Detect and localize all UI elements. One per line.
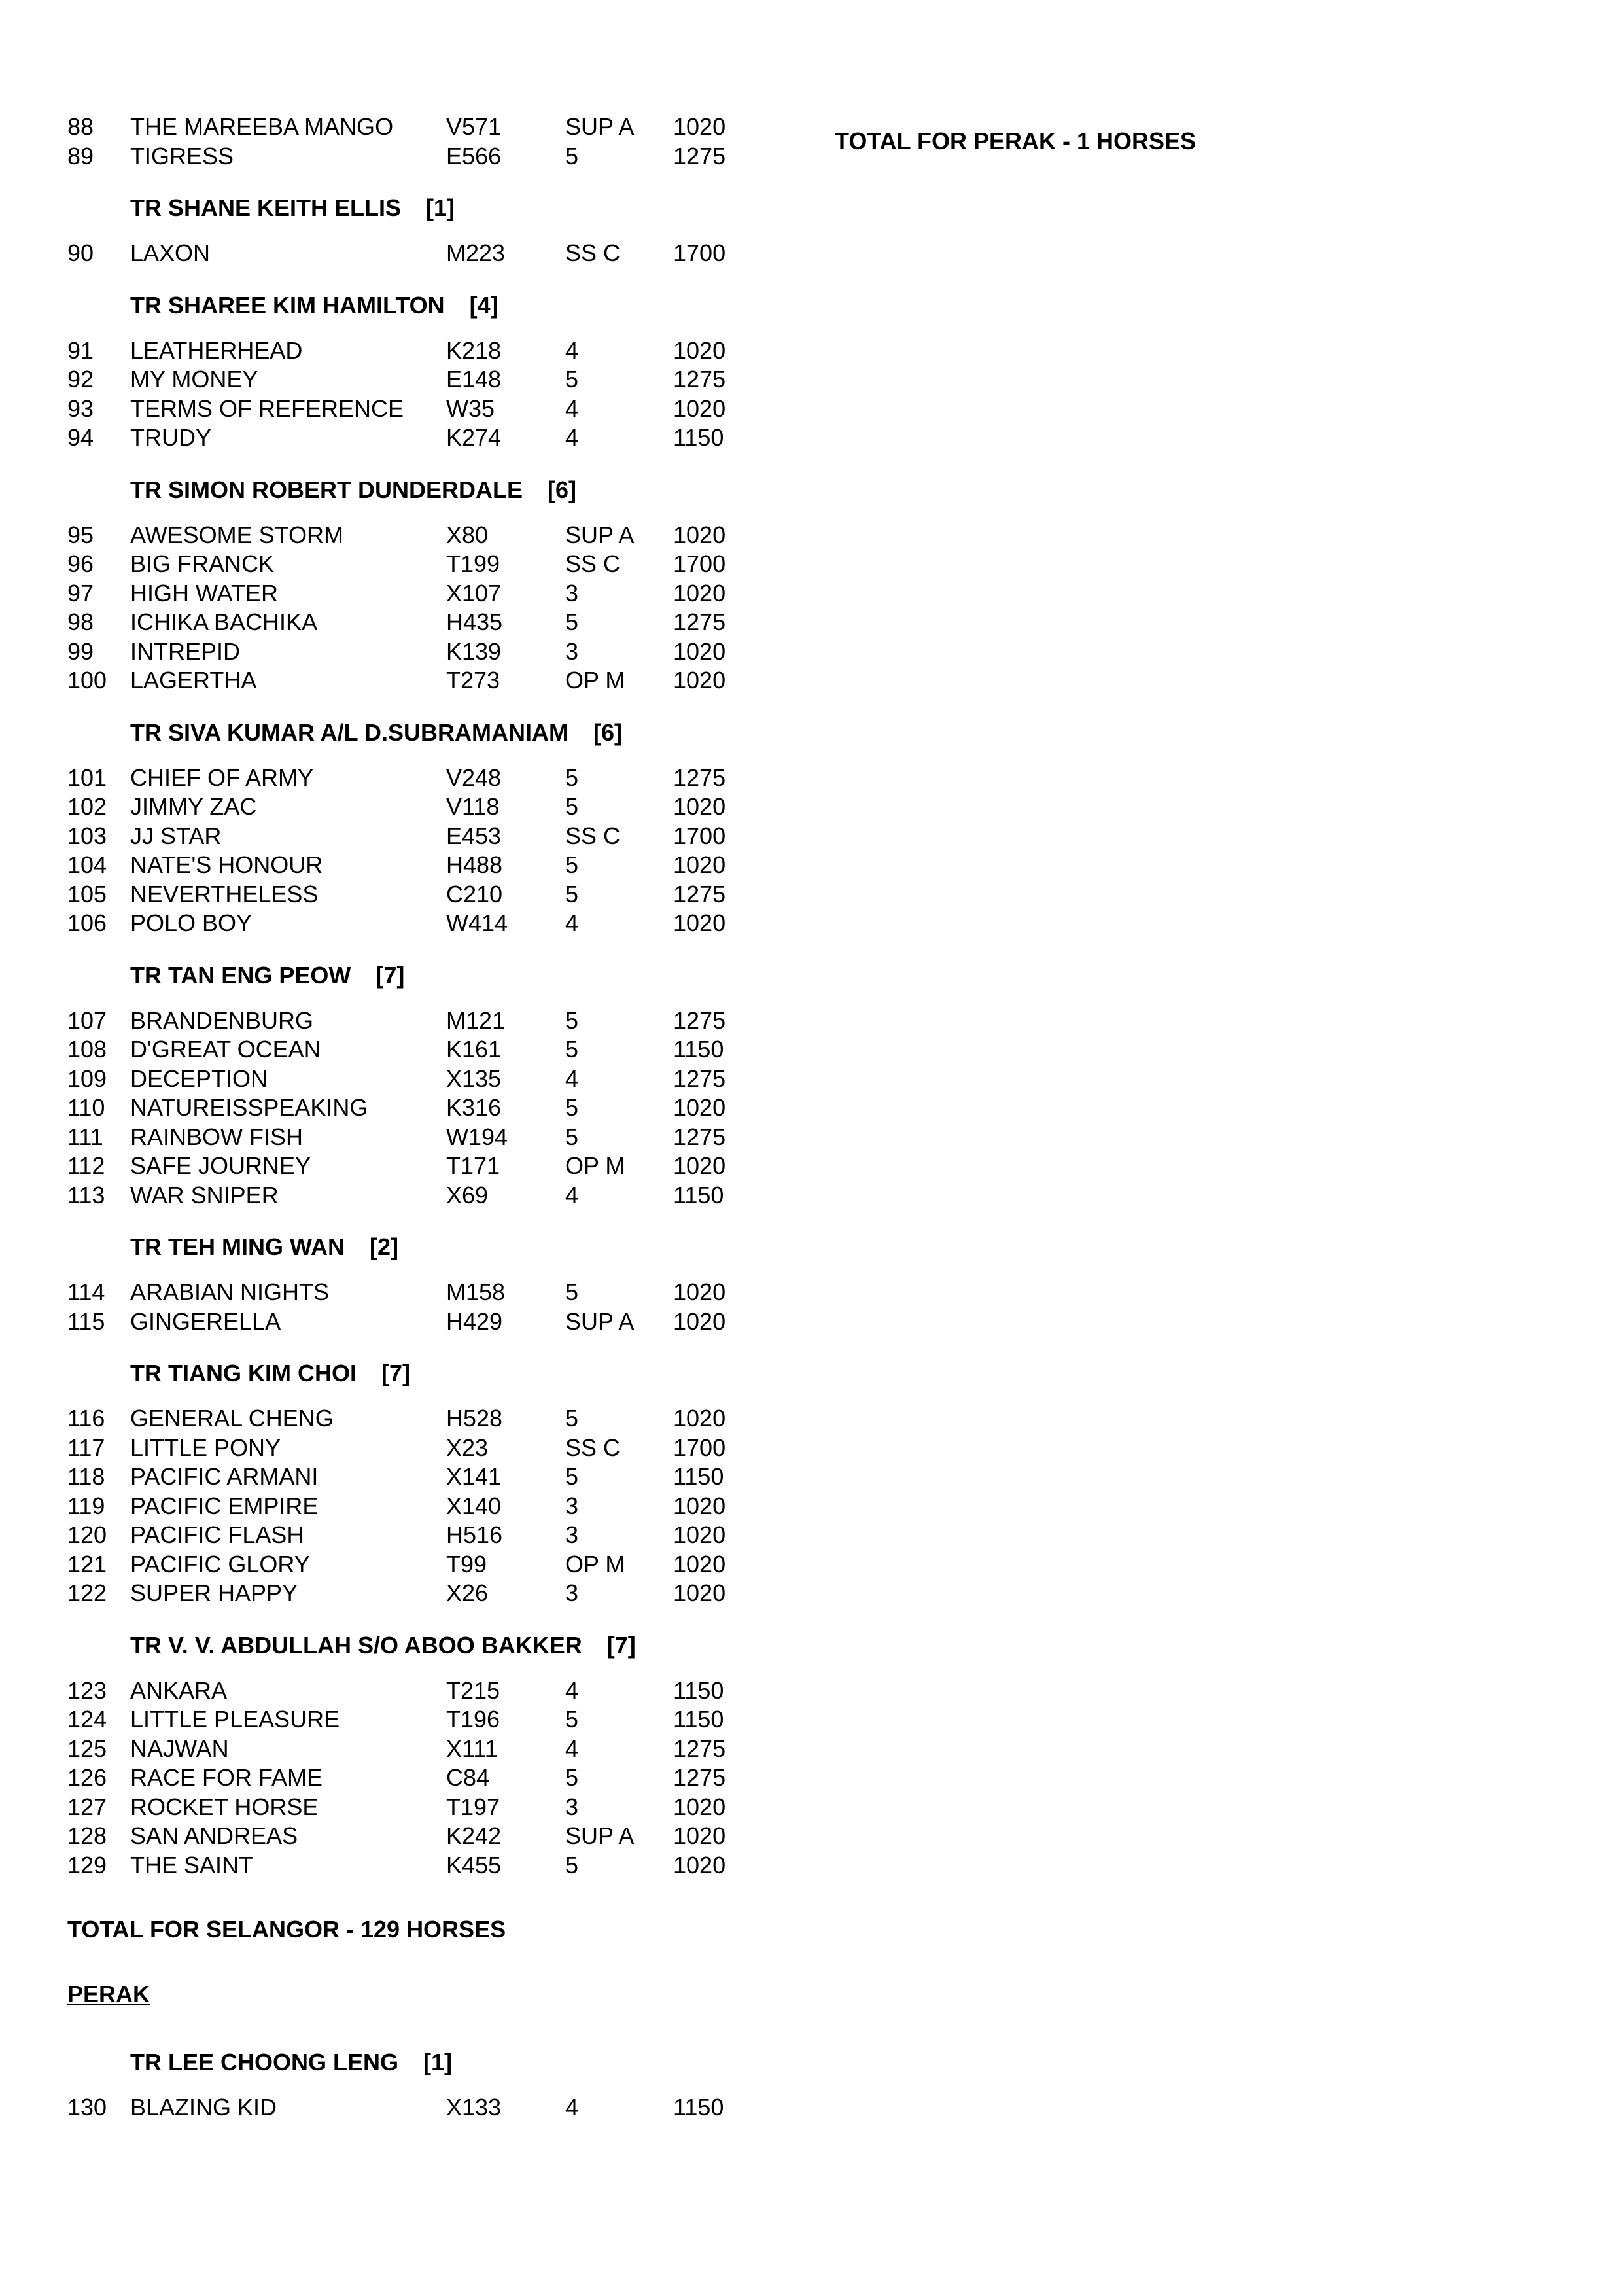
horse-row: [0, 1093, 752, 1122]
horse-code: K242: [446, 1822, 502, 1849]
horse-grade: 5: [565, 1006, 579, 1034]
horse-grade: 4: [565, 424, 579, 451]
horse-grade: SUP A: [565, 1822, 635, 1849]
horse-grade: 4: [565, 1181, 579, 1209]
horse-number: 93: [67, 395, 94, 422]
horse-number: 125: [67, 1735, 107, 1762]
horse-number: 122: [67, 1580, 107, 1606]
horse-row: [0, 336, 752, 365]
horse-rating: 1275: [673, 609, 726, 635]
perak-total: TOTAL FOR PERAK - 1 HORSES: [835, 128, 1196, 154]
horse-rating: 1020: [673, 113, 726, 140]
horse-number: 92: [67, 366, 94, 393]
horse-rating: 1020: [673, 1793, 726, 1820]
horse-grade: 5: [565, 609, 579, 635]
horse-number: 116: [67, 1405, 105, 1432]
horse-name: MY MONEY: [130, 366, 258, 393]
horse-rating: 1020: [673, 1094, 726, 1121]
horse-name: GENERAL CHENG: [130, 1405, 334, 1432]
horse-row: [0, 395, 752, 423]
horse-row: [0, 521, 752, 550]
horse-rating: 1275: [673, 142, 726, 169]
horse-name: SAFE JOURNEY: [130, 1152, 311, 1179]
horse-row: [0, 1123, 752, 1152]
horse-name: POLO BOY: [130, 910, 253, 936]
horse-row: [0, 637, 752, 666]
horse-name: NAJWAN: [130, 1735, 229, 1762]
trainer-horse-count: [1]: [426, 194, 455, 221]
horse-row: [0, 423, 752, 452]
horse-row: [0, 909, 752, 938]
horse-rating: 1020: [673, 1492, 726, 1519]
horse-name: BLAZING KID: [130, 2094, 277, 2121]
horse-row: [0, 2093, 752, 2122]
horse-rating: 1020: [673, 395, 726, 422]
trainer-name: TR TIANG KIM CHOI: [130, 1360, 357, 1386]
horse-row: [0, 1550, 752, 1579]
state-heading: PERAK: [67, 1981, 150, 2007]
horse-name: TERMS OF REFERENCE: [130, 395, 404, 422]
horse-number: 91: [67, 336, 94, 364]
horse-code: M223: [446, 239, 506, 266]
trainer-heading: [130, 194, 455, 222]
trainer-horse-count: [2]: [369, 1233, 398, 1260]
horse-number: 108: [67, 1036, 107, 1063]
horse-number: 94: [67, 424, 94, 451]
horse-code: E453: [446, 822, 502, 849]
horse-code: K218: [446, 336, 502, 364]
trainer-heading: [130, 961, 404, 990]
horse-rating: 1020: [673, 579, 726, 607]
trainer-horse-count: [7]: [606, 1631, 636, 1659]
horse-grade: 5: [565, 366, 579, 393]
trainer-horse-count: [7]: [381, 1360, 410, 1386]
horse-code: H516: [446, 1521, 503, 1548]
horse-grade: 4: [565, 2094, 579, 2121]
horse-number: 88: [67, 113, 94, 140]
horse-name: PACIFIC GLORY: [130, 1550, 310, 1578]
horse-code: M121: [446, 1006, 506, 1034]
horse-row: [0, 666, 752, 695]
horse-name: ARABIAN NIGHTS: [130, 1279, 330, 1305]
trainer-heading: [130, 2048, 452, 2077]
horse-name: LITTLE PLEASURE: [130, 1706, 340, 1733]
horse-row: [0, 1676, 752, 1705]
horse-rating: 1150: [673, 1706, 724, 1733]
horse-rating: 1020: [673, 1822, 726, 1849]
trainer-name: TR SIMON ROBERT DUNDERDALE: [130, 476, 523, 503]
horse-number: 106: [67, 910, 107, 936]
horse-grade: 5: [565, 142, 579, 169]
horse-code: T199: [446, 550, 500, 577]
horse-code: V248: [446, 764, 502, 791]
horse-rating: 1020: [673, 1152, 726, 1179]
horse-number: 113: [67, 1181, 105, 1209]
horse-grade: SUP A: [565, 113, 635, 140]
horse-name: NEVERTHELESS: [130, 880, 319, 908]
trainer-horse-count: [7]: [375, 961, 405, 989]
horse-name: WAR SNIPER: [130, 1181, 279, 1209]
selangor-total: TOTAL FOR SELANGOR - 129 HORSES: [67, 1916, 506, 1943]
horse-number: 127: [67, 1793, 107, 1820]
horse-grade: SS C: [565, 822, 621, 849]
horse-number: 117: [67, 1434, 105, 1461]
horse-code: X26: [446, 1580, 489, 1606]
horse-name: THE SAINT: [130, 1851, 254, 1879]
horse-rating: 1700: [673, 239, 726, 266]
horse-name: LAXON: [130, 239, 211, 266]
trainer-heading: [130, 718, 622, 747]
trainer-name: TR SHANE KEITH ELLIS: [130, 194, 402, 221]
horse-grade: SS C: [565, 550, 621, 577]
horse-rating: 1020: [673, 521, 726, 548]
horse-grade: SS C: [565, 1434, 621, 1461]
horse-number: 129: [67, 1851, 107, 1879]
horse-number: 110: [67, 1094, 105, 1121]
horse-code: E148: [446, 366, 502, 393]
horse-number: 121: [67, 1550, 107, 1578]
horse-number: 95: [67, 521, 94, 548]
horse-name: ANKARA: [130, 1676, 228, 1704]
horse-code: H488: [446, 851, 503, 878]
horse-number: 128: [67, 1822, 107, 1849]
horse-row: [0, 1793, 752, 1822]
horse-name: ICHIKA BACHIKA: [130, 609, 318, 635]
horse-row: [0, 1035, 752, 1064]
horse-code: X133: [446, 2094, 502, 2121]
trainer-horse-count: [6]: [593, 718, 622, 746]
horse-rating: 1700: [673, 822, 726, 849]
horse-grade: SS C: [565, 239, 621, 266]
horse-grade: 3: [565, 1492, 579, 1519]
horse-row: [0, 1735, 752, 1763]
horse-code: W414: [446, 910, 508, 936]
horse-row: [0, 1065, 752, 1093]
horse-rating: 1275: [673, 1735, 726, 1762]
horse-rating: 1275: [673, 366, 726, 393]
horse-number: 101: [67, 764, 107, 791]
horse-row: [0, 1404, 752, 1433]
horse-grade: 5: [565, 851, 579, 878]
trainer-name: TR SIVA KUMAR A/L D.SUBRAMANIAM: [130, 718, 568, 746]
trainer-name: TR V. V. ABDULLAH S/O ABOO BAKKER: [130, 1631, 582, 1659]
horse-number: 123: [67, 1676, 107, 1704]
trainer-horse-count: [1]: [423, 2049, 453, 2075]
horse-number: 105: [67, 880, 107, 908]
horse-rating: 1700: [673, 550, 726, 577]
horse-code: X111: [446, 1735, 498, 1762]
horse-code: T215: [446, 1676, 500, 1704]
horse-name: GINGERELLA: [130, 1307, 281, 1335]
horse-row: [0, 239, 752, 268]
horse-rating: 1150: [673, 1463, 724, 1490]
horse-number: 90: [67, 239, 94, 266]
horse-code: H435: [446, 609, 503, 635]
horse-row: [0, 822, 752, 851]
horse-row: [0, 1579, 752, 1608]
horse-code: T197: [446, 1793, 500, 1820]
horse-name: BIG FRANCK: [130, 550, 275, 577]
horse-code: W35: [446, 395, 495, 422]
trainer-heading: [130, 476, 576, 504]
horse-number: 97: [67, 579, 94, 607]
horse-name: HIGH WATER: [130, 579, 278, 607]
horse-rating: 1275: [673, 1006, 726, 1034]
horse-code: H429: [446, 1307, 503, 1335]
horse-rating: 1275: [673, 1123, 726, 1150]
horse-name: SUPER HAPPY: [130, 1580, 298, 1606]
horse-grade: 5: [565, 1279, 579, 1305]
trainer-heading: [130, 1359, 410, 1388]
horse-code: X140: [446, 1492, 502, 1519]
horse-row: [0, 1705, 752, 1734]
trainer-heading: [130, 1233, 398, 1262]
horse-grade: OP M: [565, 1550, 625, 1578]
horse-code: K161: [446, 1036, 502, 1063]
horse-code: W194: [446, 1123, 508, 1150]
horse-grade: 5: [565, 1094, 579, 1121]
horse-number: 115: [67, 1307, 105, 1335]
horse-code: K139: [446, 637, 502, 665]
horse-number: 118: [67, 1463, 105, 1490]
horse-grade: 5: [565, 1764, 579, 1791]
horse-name: NATUREISSPEAKING: [130, 1094, 368, 1121]
horse-number: 111: [67, 1123, 103, 1150]
horse-number: 119: [67, 1492, 105, 1519]
horse-name: ROCKET HORSE: [130, 1793, 319, 1820]
horse-number: 109: [67, 1065, 107, 1092]
horse-grade: 3: [565, 637, 579, 665]
horse-row: [0, 1822, 752, 1850]
horse-row: [0, 851, 752, 879]
horse-code: V571: [446, 113, 502, 140]
horse-grade: 4: [565, 395, 579, 422]
horse-code: X69: [446, 1181, 489, 1209]
horse-name: PACIFIC EMPIRE: [130, 1492, 319, 1519]
horse-name: LITTLE PONY: [130, 1434, 281, 1461]
horse-grade: 4: [565, 1735, 579, 1762]
horse-name: RACE FOR FAME: [130, 1764, 323, 1791]
horse-name: LEATHERHEAD: [130, 336, 303, 364]
horse-rating: 1150: [673, 1181, 724, 1209]
horse-grade: 5: [565, 1123, 579, 1150]
horse-row: [0, 550, 752, 578]
horse-rating: 1020: [673, 1307, 726, 1335]
horse-number: 96: [67, 550, 94, 577]
horse-grade: OP M: [565, 667, 625, 694]
horse-code: X80: [446, 521, 489, 548]
horse-name: PACIFIC ARMANI: [130, 1463, 319, 1490]
horse-row: [0, 1181, 752, 1210]
horse-grade: SUP A: [565, 1307, 635, 1335]
horse-code: C84: [446, 1764, 490, 1791]
horse-rating: 1020: [673, 336, 726, 364]
horse-rating: 1020: [673, 1521, 726, 1548]
horse-rating: 1275: [673, 880, 726, 908]
horse-grade: 3: [565, 1521, 579, 1548]
horse-rating: 1020: [673, 1550, 726, 1578]
horse-number: 130: [67, 2094, 107, 2121]
horse-number: 102: [67, 793, 107, 820]
horse-name: TRUDY: [130, 424, 211, 451]
horse-grade: 4: [565, 910, 579, 936]
horse-row: [0, 608, 752, 637]
horse-rating: 1020: [673, 910, 726, 936]
horse-name: BRANDENBURG: [130, 1006, 314, 1034]
horse-name: LAGERTHA: [130, 667, 257, 694]
horse-name: CHIEF OF ARMY: [130, 764, 314, 791]
horse-number: 120: [67, 1521, 107, 1548]
trainer-name: TR TEH MING WAN: [130, 1233, 345, 1260]
horse-rating: 1275: [673, 1764, 726, 1791]
horse-name: INTREPID: [130, 637, 241, 665]
horse-code: K316: [446, 1094, 502, 1121]
horse-number: 98: [67, 609, 94, 635]
horse-name: PACIFIC FLASH: [130, 1521, 304, 1548]
trainer-heading: [130, 291, 498, 320]
trainer-horse-count: [6]: [548, 476, 576, 503]
horse-grade: 3: [565, 1793, 579, 1820]
horse-rating: 1150: [673, 424, 724, 451]
horse-number: 114: [67, 1279, 105, 1305]
horse-row: [0, 1763, 752, 1792]
horse-name: AWESOME STORM: [130, 521, 344, 548]
horse-number: 100: [67, 667, 107, 694]
horse-rating: 1020: [673, 1405, 726, 1432]
horse-code: T171: [446, 1152, 500, 1179]
horse-row: [0, 579, 752, 608]
horse-rating: 1150: [673, 1036, 724, 1063]
horse-grade: 5: [565, 880, 579, 908]
horse-number: 107: [67, 1006, 107, 1034]
horse-row: [0, 1851, 752, 1880]
horse-number: 104: [67, 851, 107, 878]
horse-code: M158: [446, 1279, 506, 1305]
horse-row: [0, 1307, 752, 1336]
horse-grade: 4: [565, 336, 579, 364]
horse-rating: 1150: [673, 2094, 724, 2121]
horse-code: K455: [446, 1851, 502, 1879]
horse-number: 99: [67, 637, 94, 665]
horse-name: TIGRESS: [130, 142, 234, 169]
horse-number: 89: [67, 142, 94, 169]
horse-rating: 1020: [673, 793, 726, 820]
horse-name: JJ STAR: [130, 822, 222, 849]
horse-name: THE MAREEBA MANGO: [130, 113, 394, 140]
horse-code: X135: [446, 1065, 502, 1092]
horse-row: [0, 1152, 752, 1180]
horse-grade: 4: [565, 1676, 579, 1704]
horse-grade: 5: [565, 1463, 579, 1490]
horse-code: V118: [446, 793, 500, 820]
horse-number: 112: [67, 1152, 105, 1179]
horse-row: [0, 1492, 752, 1521]
horse-row: [0, 142, 752, 171]
horse-name: RAINBOW FISH: [130, 1123, 304, 1150]
horse-code: X107: [446, 579, 502, 607]
horse-name: DECEPTION: [130, 1065, 268, 1092]
horse-row: [0, 113, 752, 141]
horse-rating: 1020: [673, 1279, 726, 1305]
horse-code: K274: [446, 424, 502, 451]
horse-code: T99: [446, 1550, 487, 1578]
horse-name: SAN ANDREAS: [130, 1822, 298, 1849]
horse-grade: 5: [565, 793, 579, 820]
trainer-name: TR TAN ENG PEOW: [130, 961, 351, 989]
horse-grade: 4: [565, 1065, 579, 1092]
horse-row: [0, 1006, 752, 1035]
horse-rating: 1700: [673, 1434, 726, 1461]
horse-code: C210: [446, 880, 503, 908]
horse-row: [0, 792, 752, 821]
horse-grade: 5: [565, 1851, 579, 1879]
horse-grade: OP M: [565, 1152, 625, 1179]
horse-grade: 5: [565, 764, 579, 791]
horse-row: [0, 1434, 752, 1462]
horse-grade: 5: [565, 1405, 579, 1432]
horse-code: T196: [446, 1706, 500, 1733]
horse-grade: SUP A: [565, 521, 635, 548]
horse-rating: 1275: [673, 764, 726, 791]
horse-code: X23: [446, 1434, 489, 1461]
horse-rating: 1275: [673, 1065, 726, 1092]
horse-number: 124: [67, 1706, 107, 1733]
horse-number: 103: [67, 822, 107, 849]
horse-number: 126: [67, 1764, 107, 1791]
horse-row: [0, 764, 752, 792]
horse-rating: 1020: [673, 1851, 726, 1879]
horse-rating: 1020: [673, 1580, 726, 1606]
trainer-horse-count: [4]: [469, 291, 498, 319]
trainer-heading: [130, 1631, 636, 1660]
horse-rating: 1150: [673, 1676, 724, 1704]
horse-code: E566: [446, 142, 502, 169]
horse-grade: 3: [565, 1580, 579, 1606]
horse-row: [0, 880, 752, 909]
horse-rating: 1020: [673, 667, 726, 694]
horse-code: H528: [446, 1405, 503, 1432]
horse-rating: 1020: [673, 851, 726, 878]
horse-row: [0, 365, 752, 394]
horse-name: JIMMY ZAC: [130, 793, 257, 820]
horse-code: X141: [446, 1463, 502, 1490]
horse-row: [0, 1278, 752, 1307]
trainer-name: TR SHAREE KIM HAMILTON: [130, 291, 445, 319]
horse-row: [0, 1521, 752, 1549]
horse-name: NATE'S HONOUR: [130, 851, 323, 878]
horse-grade: 5: [565, 1706, 579, 1733]
horse-name: D'GREAT OCEAN: [130, 1036, 321, 1063]
horse-rating: 1020: [673, 637, 726, 665]
horse-grade: 5: [565, 1036, 579, 1063]
horse-code: T273: [446, 667, 500, 694]
horse-grade: 3: [565, 579, 579, 607]
horse-row: [0, 1462, 752, 1491]
trainer-name: TR LEE CHOONG LENG: [130, 2049, 399, 2075]
